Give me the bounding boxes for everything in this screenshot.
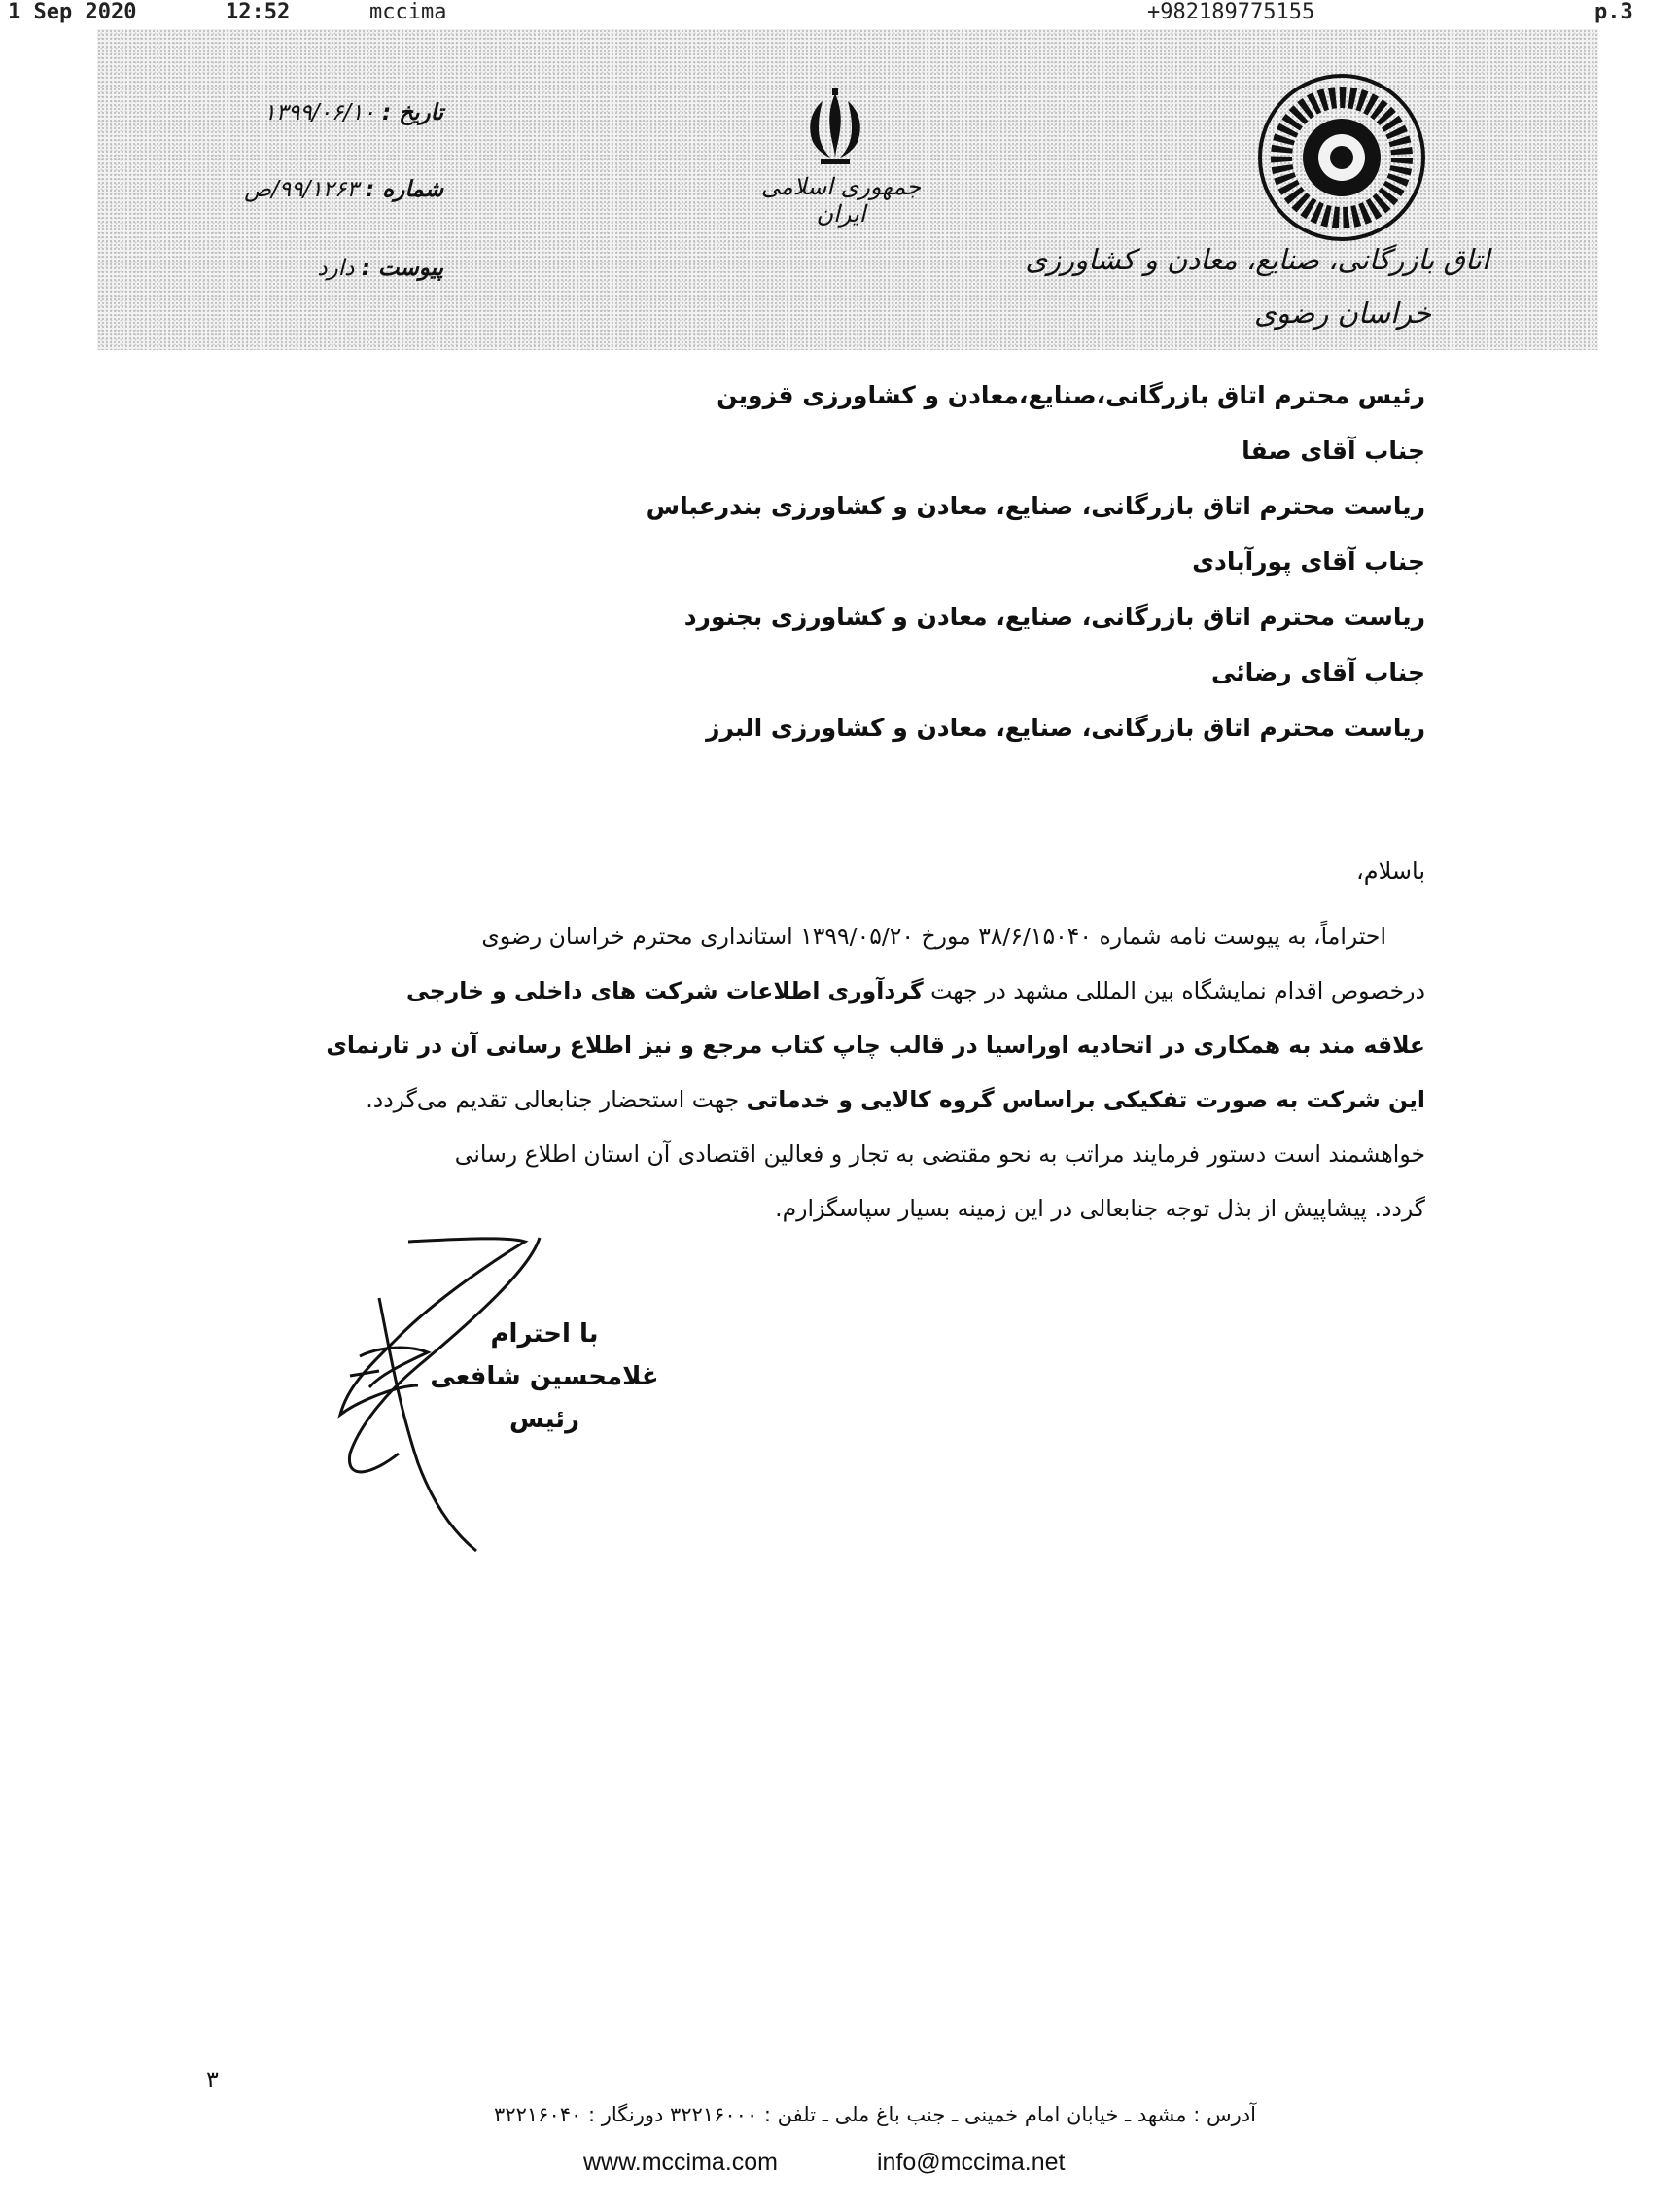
signatory-name: غلامحسین شافعی <box>430 1362 659 1391</box>
recipient-line: ریاست محترم اتاق بازرگانی، صنایع، معادن و کشاورزی بندرعباس <box>646 492 1425 520</box>
recipient-line: رئیس محترم اتاق بازرگانی،صنایع،معادن و کشاورزی قزوین <box>717 381 1425 409</box>
fax-date: 1 Sep 2020 <box>8 0 137 24</box>
letter-date: تاریخ : ۱۳۹۹/۰۶/۱۰ <box>263 100 443 125</box>
iran-emblem-icon <box>795 88 875 167</box>
recipients-list <box>647 368 1425 755</box>
fax-page: p.3 <box>1594 0 1633 24</box>
chamber-logo-icon <box>1254 70 1429 245</box>
letter-number: شماره : ۹۹/۱۲۶۳/ص <box>244 177 443 202</box>
body-line: این شرکت به صورت تفکیکی براساس گروه کالایی و خدماتی جهت استحضار جنابعالی تقدیم می‌گردد. <box>366 1086 1425 1113</box>
recipient-line: جناب آقای صفا <box>1242 437 1425 465</box>
page-number: ۳ <box>206 2066 219 2093</box>
chamber-name: اتاق بازرگانی، صنایع، معادن و کشاورزی <box>1025 243 1489 276</box>
body-line: خواهشمند است دستور فرمایند مراتب به نحو مقتضی به تجار و فعالین اقتصادی آن استان اطلاع رسانی <box>454 1140 1425 1168</box>
body-line: علاقه مند به همکاری در اتحادیه اوراسیا در قالب چاپ کتاب مرجع و نیز اطلاع رسانی آن در تارنمای <box>326 1032 1425 1059</box>
chamber-province: خراسان رضوی <box>1254 297 1431 330</box>
signatory-title: رئیس <box>508 1405 580 1434</box>
letter-attachment: پیوست : دارد <box>317 256 443 281</box>
signature-closing: با احترام <box>490 1319 599 1349</box>
fax-header <box>0 0 1680 29</box>
recipient-line: ریاست محترم اتاق بازرگانی، صنایع، معادن و کشاورزی بجنورد <box>683 603 1425 631</box>
emblem-caption: جمهوری اسلامی ایران <box>760 173 922 228</box>
footer-email-link[interactable]: info@mccima.net <box>877 2149 1066 2176</box>
fax-time: 12:52 <box>226 0 291 24</box>
recipient-line: جناب آقای پورآبادی <box>1192 547 1425 576</box>
body-line: احتراماً، به پیوست نامه شماره ۳۸/۶/۱۵۰۴۰ مورخ ۱۳۹۹/۰۵/۲۰ استانداری محترم خراسان رضوی <box>481 923 1386 950</box>
recipient-line: جناب آقای رضائی <box>1211 658 1425 686</box>
body-line: گردد. پیشاپیش از بذل توجه جنابعالی در این زمینه بسیار سپاسگزارم. <box>775 1195 1425 1222</box>
footer-address: آدرس : مشهد ـ خیابان امام خمینی ـ جنب باغ ملی ـ تلفن : ۳۲۲۱۶۰۰۰ دورنگار : ۳۲۲۱۶۰۴۰ <box>494 2103 1256 2126</box>
salutation: باسلام، <box>1355 858 1425 885</box>
letter-body <box>268 909 1425 1236</box>
fax-number: +982189775155 <box>1147 0 1315 24</box>
recipient-line: ریاست محترم اتاق بازرگانی، صنایع، معادن و کشاورزی البرز <box>706 714 1425 742</box>
footer-website-link[interactable]: www.mccima.com <box>583 2149 779 2176</box>
signature-block <box>428 1313 661 1441</box>
body-line: درخصوص اقدام نمایشگاه بین المللی مشهد در جهت گردآوری اطلاعات شرکت های داخلی و خارجی <box>405 977 1425 1004</box>
fax-sender: mccima <box>369 0 447 24</box>
